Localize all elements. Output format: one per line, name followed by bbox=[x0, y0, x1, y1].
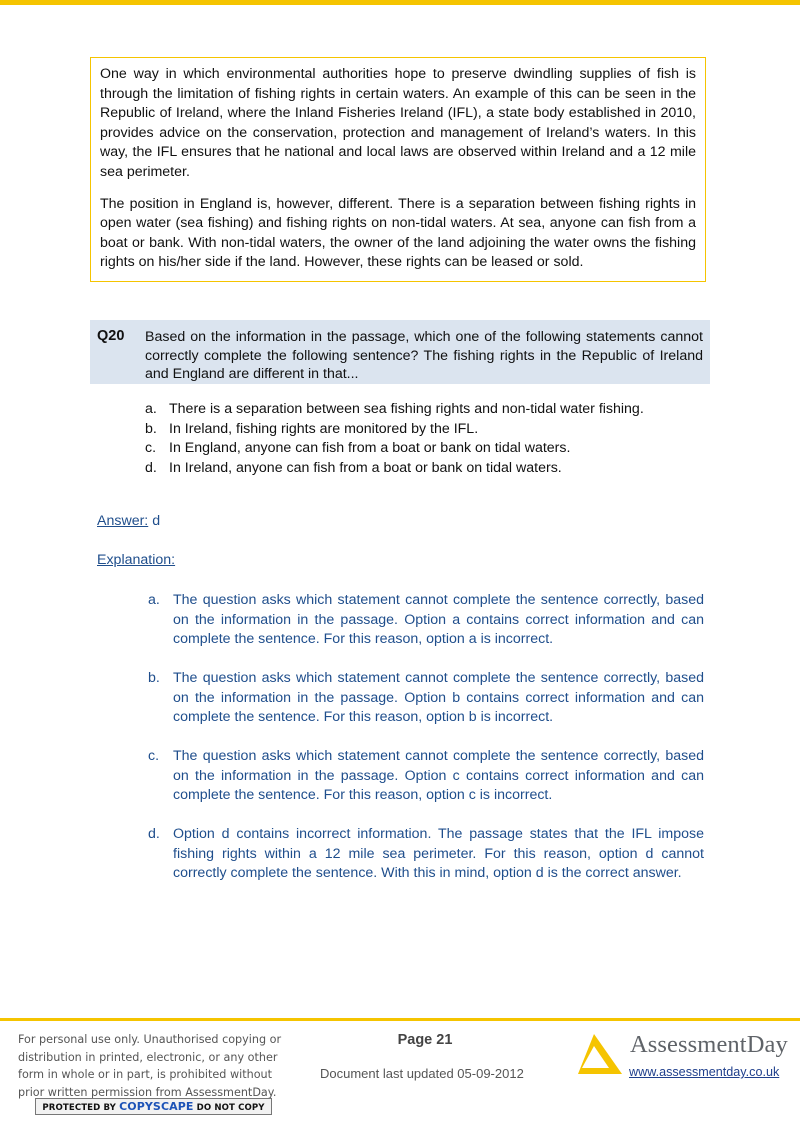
explanation-item-c bbox=[148, 747, 704, 806]
question-text: Based on the information in the passage, which one of the following statements cannot correctly complete the following sentence? The fishing rights in the Republic of Ireland and England are different in that... bbox=[145, 329, 703, 382]
explanation-letter: d. bbox=[148, 826, 160, 842]
question-number: Q20 bbox=[97, 328, 125, 344]
explanation-letter: a. bbox=[148, 592, 160, 608]
notice-line: prior written permission from AssessmentDay. bbox=[18, 1085, 277, 1099]
assessmentday-logo-icon bbox=[578, 1030, 624, 1076]
option-a bbox=[145, 400, 644, 420]
footer-rule bbox=[0, 1018, 800, 1021]
explanation-letter: b. bbox=[148, 670, 160, 686]
option-letter: d. bbox=[145, 460, 157, 477]
option-letter: a. bbox=[145, 401, 157, 417]
passage-paragraph: The position in England is, however, different. There is a separation between fishing rights in open water (sea fishing) and fishing rights on non-tidal waters. At sea, anyone can fish from a boat or bank. With non-tidal waters, the owner of the land adjoining the water owns the fishing rights on his/her side if the land. However, these rights can be leased or sold. bbox=[100, 195, 696, 271]
option-letter: c. bbox=[145, 440, 157, 457]
explanation-text: The question asks which statement cannot complete the sentence correctly, based on the information in the passage. Option c contains correct information and can complete the sentence. For this reason, option c is incorrect. bbox=[173, 748, 704, 803]
option-text: In England, anyone can fish from a boat or bank on tidal waters. bbox=[169, 440, 571, 457]
badge-brand: COPYSCAPE bbox=[119, 1100, 194, 1113]
notice-line: form in whole or in part, is prohibited without bbox=[18, 1068, 273, 1081]
explanation-text: The question asks which statement cannot complete the sentence correctly, based on the information in the passage. Option a contains correct information and can complete the sentence. For this reason, option a is incorrect. bbox=[173, 592, 704, 647]
passage-paragraph: One way in which environmental authorities hope to preserve dwindling supplies of fish is through the limitation of fishing rights in certain waters. An example of this can be seen in the Republic of Ireland, where the Inland Fisheries Ireland (IFL), a state body established in 2010, provides advice on the conservation, protection and management of Ireland’s waters. In this way, the IFL ensures that he national and local laws are observed within Ireland and a 12 mile sea perimeter. bbox=[100, 66, 696, 180]
option-d bbox=[145, 459, 644, 479]
option-letter: b. bbox=[145, 420, 157, 437]
page-number: Page 21 bbox=[397, 1032, 453, 1048]
explanation-text: Option d contains incorrect information. The passage states that the IFL impose fishing rights within a 12 mile sea perimeter. For this reason, option d cannot correctly complete the sentence. With this in mind, option d is the correct answer. bbox=[173, 826, 704, 881]
explanation-item-a bbox=[148, 591, 704, 650]
badge-suffix: DO NOT COPY bbox=[193, 1103, 265, 1113]
badge-prefix: PROTECTED BY bbox=[42, 1103, 120, 1113]
copyscape-badge[interactable] bbox=[35, 1098, 272, 1115]
answer-line bbox=[97, 513, 160, 529]
explanation-item-d bbox=[148, 825, 704, 884]
notice-line: For personal use only. Unauthorised copying or bbox=[18, 1033, 282, 1046]
explanation-letter: c. bbox=[148, 748, 160, 764]
option-text: In Ireland, anyone can fish from a boat or bank on tidal waters. bbox=[169, 460, 562, 477]
reading-passage bbox=[90, 57, 706, 282]
option-b bbox=[145, 420, 644, 440]
option-c bbox=[145, 439, 644, 459]
brand-logo-text: AssessmentDay bbox=[630, 1031, 788, 1058]
header-rule bbox=[0, 0, 800, 5]
question-banner bbox=[90, 320, 710, 384]
explanation-text: The question asks which statement cannot complete the sentence correctly, based on the information in the passage. Option b contains correct information and can complete the sentence. For this reason, option b is incorrect. bbox=[173, 670, 704, 725]
website-link[interactable]: www.assessmentday.co.uk bbox=[629, 1065, 780, 1079]
answer-label: Answer: bbox=[97, 513, 149, 529]
explanation-item-b bbox=[148, 669, 704, 728]
answer-value: d bbox=[148, 513, 161, 529]
option-text: In Ireland, fishing rights are monitored by the IFL. bbox=[169, 420, 479, 437]
explanation-heading: Explanation: bbox=[97, 552, 176, 568]
notice-line: distribution in printed, electronic, or any other bbox=[18, 1050, 278, 1064]
option-text: There is a separation between sea fishing rights and non-tidal water fishing. bbox=[169, 401, 644, 417]
document-updated-date: Document last updated 05-09-2012 bbox=[320, 1066, 524, 1081]
answer-options bbox=[145, 400, 644, 479]
